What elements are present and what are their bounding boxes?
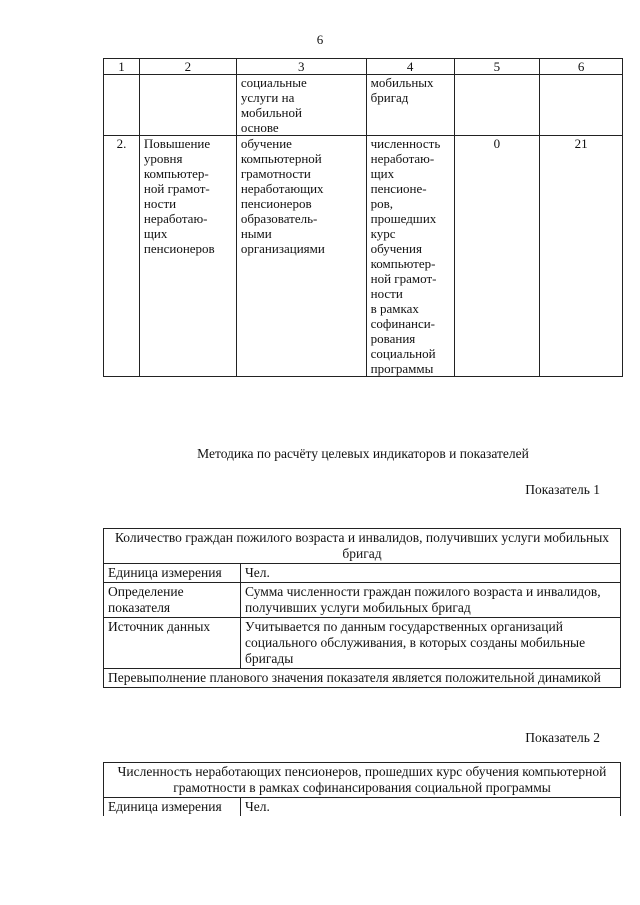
header-cell: 6: [540, 59, 623, 75]
table-row: [104, 75, 623, 136]
header-cell: 2: [139, 59, 236, 75]
table-header-row: [104, 59, 623, 75]
table-cell: обучение компьютерной грамотности неработающих пенсионеров образователь- ными организациями: [236, 136, 366, 377]
table-cell: [540, 75, 623, 136]
table-cell: [139, 75, 236, 136]
table-cell: мобильных бригад: [366, 75, 454, 136]
table-cell: Повышение уровня компьютер- ной грамот- ности неработаю- щих пенсионеров: [139, 136, 236, 377]
table-row: [104, 564, 621, 583]
table-row: [104, 136, 623, 377]
table-row: [104, 529, 621, 564]
table-row: [104, 763, 621, 798]
definition-label: Определение показателя: [104, 583, 241, 618]
methodology-title: Методика по расчёту целевых индикаторов и показателей: [197, 446, 529, 461]
unit-label: Единица измерения: [104, 798, 241, 817]
table-cell: социальные услуги на мобильной основе: [236, 75, 366, 136]
unit-value: Чел.: [241, 798, 621, 817]
table-row: [104, 618, 621, 669]
table-row: [104, 669, 621, 688]
header-cell: 5: [454, 59, 540, 75]
definition-value: Сумма численности граждан пожилого возраста и инвалидов, получивших услуги мобильных бригад: [241, 583, 621, 618]
table-cell: 0: [454, 136, 540, 377]
unit-label: Единица измерения: [104, 564, 241, 583]
indicator-1-label: Показатель 1: [525, 482, 600, 497]
header-cell: 1: [104, 59, 140, 75]
indicator-1-note: Перевыполнение планового значения показателя является положительной динамикой: [104, 669, 621, 688]
table-row: [104, 583, 621, 618]
source-label: Источник данных: [104, 618, 241, 669]
program-table: [103, 58, 623, 377]
indicator-1-title: Количество граждан пожилого возраста и инвалидов, получивших услуги мобильных бригад: [104, 529, 621, 564]
source-value: Учитывается по данным государственных организаций социального обслуживания, в которых созданы мобильные бригады: [241, 618, 621, 669]
table-cell: [104, 75, 140, 136]
page-number: 6: [316, 32, 324, 47]
table-cell: 2.: [104, 136, 140, 377]
table-cell: численность неработаю- щих пенсионе- ров, прошедших курс обучения компьютер- ной грамот- ности в рамках софинанси- рования социальной программы: [366, 136, 454, 377]
table-cell: [454, 75, 540, 136]
header-cell: 3: [236, 59, 366, 75]
table-cell: 21: [540, 136, 623, 377]
unit-value: Чел.: [241, 564, 621, 583]
indicator-2-label: Показатель 2: [525, 730, 600, 745]
header-cell: 4: [366, 59, 454, 75]
indicator-1-table: [103, 528, 621, 688]
indicator-2-title: Численность неработающих пенсионеров, прошедших курс обучения компьютерной грамотности в рамках софинансирования социальной программы: [104, 763, 621, 798]
table-row: [104, 798, 621, 817]
indicator-2-table: [103, 762, 621, 816]
